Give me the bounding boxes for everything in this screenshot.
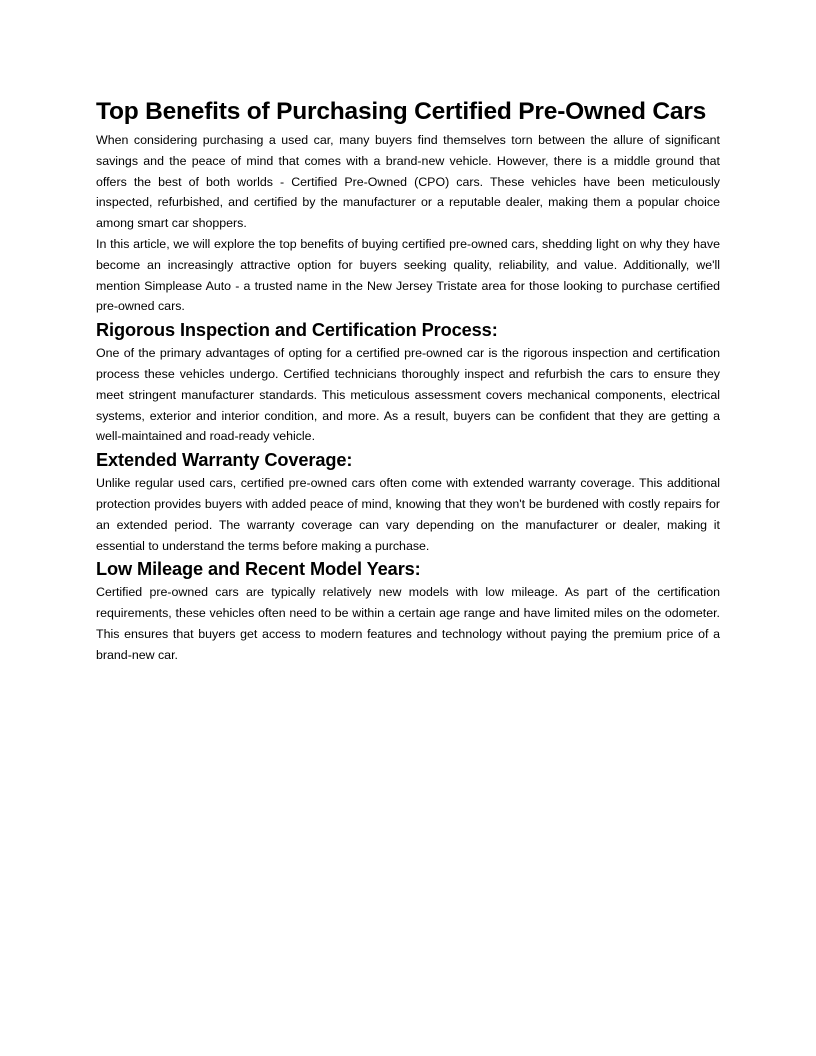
intro-paragraph-1: When considering purchasing a used car, many buyers find themselves torn between the allure of significant savings and the peace of mind that comes with a brand-new vehicle. However, there is a middle ground that offers the best of both worlds - Certified Pre-Owned (CPO) cars. These vehicles have been meticulously inspected, refurbished, and certified by the manufacturer or a reputable dealer, making them a popular choice among smart car shoppers. xyxy=(96,133,720,231)
section-body-inspection: One of the primary advantages of opting for a certified pre-owned car is the rigorous inspection and certification process these vehicles undergo. Certified technicians thoroughly inspect and refurbish the cars to ensure they meet stringent manufacturer standards. This meticulous assessment covers mechanical components, electrical systems, exterior and interior condition, and more. As a result, buyers can be confident that they are getting a well-maintained and road-ready vehicle. xyxy=(96,346,720,444)
section-heading-mileage: Low Mileage and Recent Model Years: xyxy=(96,559,421,580)
section-body-warranty: Unlike regular used cars, certified pre-owned cars often come with extended warranty coverage. This additional protection provides buyers with added peace of mind, knowing that they won't be burdened with costly repairs for an extended period. The warranty coverage can vary depending on the manufacturer or dealer, making it essential to understand the terms before making a purchase. xyxy=(96,476,720,553)
section-body-mileage: Certified pre-owned cars are typically relatively new models with low mileage. As part of the certification requirements, these vehicles often need to be within a certain age range and have limited miles on the odometer. This ensures that buyers get access to modern features and technology without paying the premium price of a brand-new car. xyxy=(96,585,720,662)
article-title: Top Benefits of Purchasing Certified Pre-Owned Cars xyxy=(96,98,707,125)
section-heading-warranty: Extended Warranty Coverage: xyxy=(96,450,353,471)
document-page xyxy=(96,94,720,666)
intro-paragraph-2: In this article, we will explore the top benefits of buying certified pre-owned cars, shedding light on why they have become an increasingly attractive option for buyers seeking quality, reliability, and value. Additionally, we'll mention Simplease Auto - a trusted name in the New Jersey Tristate area for those looking to purchase certified pre-owned cars. xyxy=(96,236,720,314)
section-heading-inspection: Rigorous Inspection and Certification Process: xyxy=(96,320,498,341)
